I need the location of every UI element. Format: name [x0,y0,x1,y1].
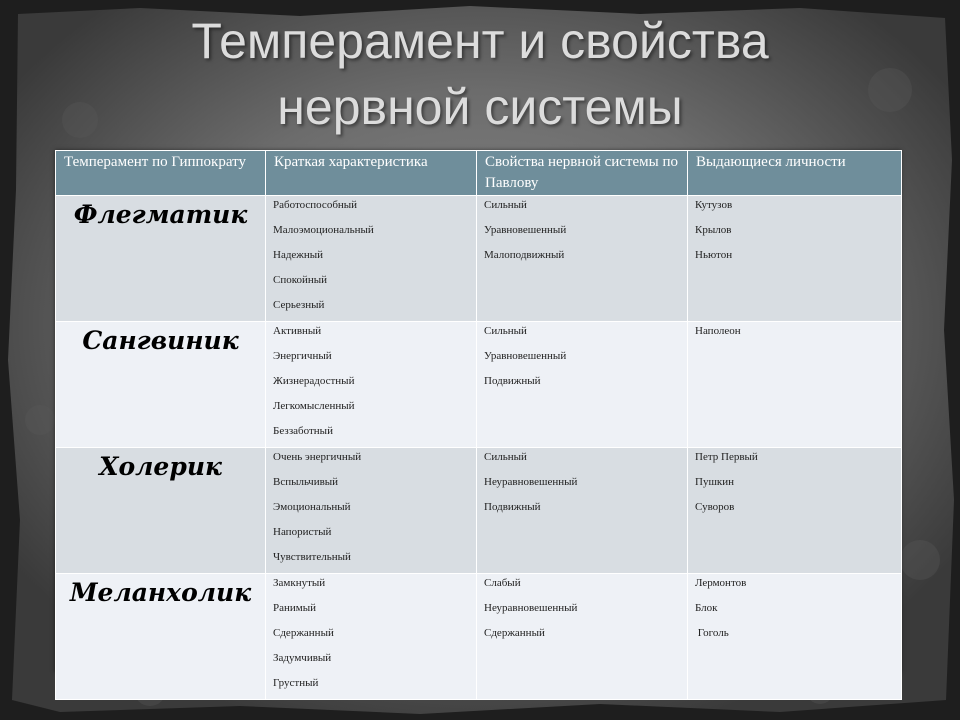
trait-item: Чувствительный [273,551,351,563]
person-item: Суворов [695,501,735,513]
property-item: Слабый [484,577,521,589]
table-row [56,196,902,322]
temperament-cell [56,574,266,700]
property-item: Сдержанный [484,627,545,639]
person-item: Кутузов [695,199,733,211]
property-item: Неуравновешенный [484,602,578,614]
person-item: Крылов [695,224,732,236]
trait-item: Ранимый [273,602,317,614]
property-item: Неуравновешенный [484,476,578,488]
property-item: Подвижный [484,501,541,513]
temperament-cell [56,196,266,322]
traits-cell [266,574,477,700]
header-temperament: Темперамент по Гиппократу [56,151,266,196]
header-famous-people: Выдающиеся личности [688,151,902,196]
trait-item: Очень энергичный [273,451,362,463]
table-header-row [56,151,902,196]
trait-item: Напористый [273,526,332,538]
trait-item: Грустный [273,677,319,689]
trait-item: Малоэмоциональный [273,224,374,236]
property-item: Сильный [484,451,527,463]
property-item: Подвижный [484,375,541,387]
person-item: Гоголь [695,627,729,639]
trait-item: Серьезный [273,299,325,311]
properties-cell [477,574,688,700]
table-row [56,322,902,448]
trait-item: Сдержанный [273,627,334,639]
person-item: Пушкин [695,476,735,488]
temperament-name: Сангвиник [82,326,239,355]
temperament-table-container [55,150,901,689]
property-item: Малоподвижный [484,249,565,261]
traits-cell [266,322,477,448]
trait-item: Легкомысленный [273,400,355,412]
property-item: Сильный [484,325,527,337]
people-cell [688,322,902,448]
person-item: Наполеон [695,325,741,337]
traits-cell [266,448,477,574]
temperament-name: Флегматик [73,200,248,229]
temperament-name: Холерик [99,452,222,481]
person-item: Лермонтов [695,577,747,589]
person-item: Петр Первый [695,451,758,463]
trait-item: Активный [273,325,322,337]
properties-cell [477,448,688,574]
trait-item: Вспыльчивый [273,476,339,488]
trait-item: Надежный [273,249,324,261]
trait-item: Эмоциональный [273,501,351,513]
temperament-cell [56,322,266,448]
person-item: Ньютон [695,249,733,261]
trait-item: Задумчивый [273,652,332,664]
property-item: Уравновешенный [484,224,567,236]
temperament-table [55,150,902,700]
trait-item: Спокойный [273,274,328,286]
table-row [56,574,902,700]
people-cell [688,574,902,700]
trait-item: Замкнутый [273,577,326,589]
properties-cell [477,196,688,322]
table-row [56,448,902,574]
slide-title [0,8,960,140]
trait-item: Энергичный [273,350,332,362]
trait-item: Беззаботный [273,425,333,437]
properties-cell [477,322,688,448]
people-cell [688,448,902,574]
person-item: Блок [695,602,718,614]
temperament-cell [56,448,266,574]
title-line-2: нервной системы [277,79,683,135]
title-line-1: Темперамент и свойства [191,13,769,69]
header-characteristics: Краткая характеристика [266,151,477,196]
header-nervous-properties: Свойства нервной системы по Павлову [477,151,688,196]
trait-item: Жизнерадостный [273,375,355,387]
property-item: Сильный [484,199,527,211]
traits-cell [266,196,477,322]
trait-item: Работоспособный [273,199,358,211]
temperament-name: Меланхолик [69,578,252,607]
people-cell [688,196,902,322]
property-item: Уравновешенный [484,350,567,362]
